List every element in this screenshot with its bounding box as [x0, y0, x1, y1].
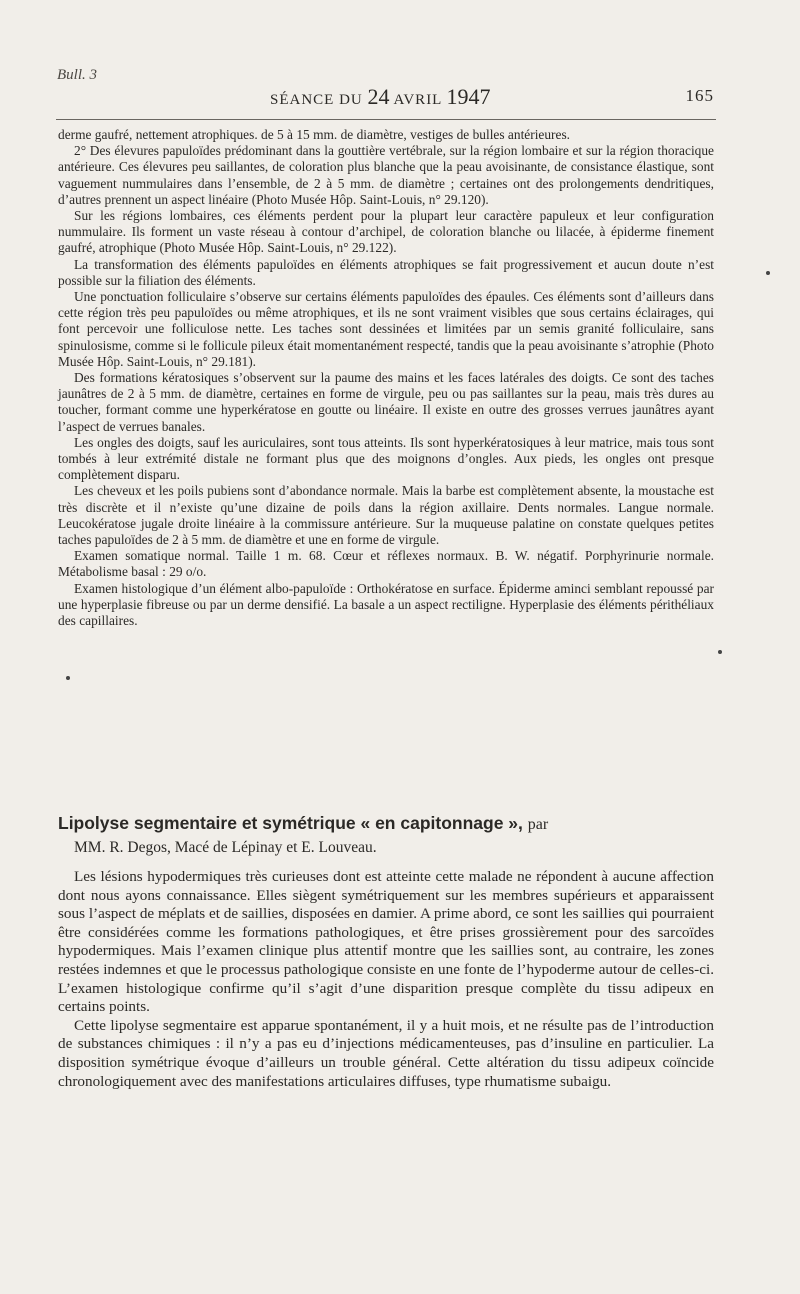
paragraph: Cette lipolyse segmentaire est apparue spontanément, il y a huit mois, et ne résulte pas de l’introduction de substances chimiques : il n’y a pas eu d’injections médicamenteuses, pas d’insuline en particulier. La disposition symétrique évoque d’ailleurs un trouble général. Cette altération du tissu adipeux coïncide chronologiquement avec des manifestations articulaires diffuses, type rhumatisme subaigu.: [58, 1016, 714, 1090]
session-title: [270, 84, 491, 110]
session-day: 24: [367, 84, 390, 109]
paragraph: Des formations kératosiques s’observent sur la paume des mains et les faces latérales des doigts. Ce sont des taches jaunâtres de 2 à 5 mm. de diamètre, certaines en forme de virgule, peu ou pas saillantes sur la peau, mais très dures au toucher, formant comme une hyperkératose en goutte ou linéaire. Il existe en outre des grosses verrues jaunâtres ayant l’aspect de verrues banales.: [58, 370, 714, 434]
session-month: AVRIL: [393, 92, 442, 108]
article-heading: [58, 812, 718, 857]
session-prefix: SÉANCE DU: [270, 92, 363, 108]
article-authors: MM. R. Degos, Macé de Lépinay et E. Louveau.: [74, 839, 377, 856]
article-title: [58, 812, 718, 836]
case-report-continuation: [58, 127, 714, 629]
session-year: 1947: [446, 84, 491, 109]
paragraph: Examen histologique d’un élément albo-papuloïde : Orthokératose en surface. Épiderme aminci semblant repoussé par une hyperplasie fibreuse ou par un derme densifié. La basale a un aspect rectiligne. Hyperplasie des éléments périthéliaux des capillaires.: [58, 580, 714, 629]
paragraph: 2° Des élevures papuloïdes prédominant dans la gouttière vertébrale, sur la région lombaire et sur la région thoracique antérieure. Ces élevures peu saillantes, de coloration plus blanche que la peau avoisinante, de consistance élastique, sont vaguement nummulaires dans l’ensemble, de 2 à 5 mm. de diamètre ; certaines ont des prolongements dendritiques, d’autres prennent un aspect linéaire (Photo Musée Hôp. Saint-Louis, n° 29.120).: [58, 143, 714, 207]
paragraph: derme gaufré, nettement atrophiques. de 5 à 15 mm. de diamètre, vestiges de bulles antérieures.: [58, 127, 571, 142]
article-body: [58, 868, 714, 1091]
paragraph: Les cheveux et les poils pubiens sont d’abondance normale. Mais la barbe est complètement absente, la moustache est très discrète et il n’existe qu’une dizaine de poils dans la région axillaire. Dents normales. Langue normale. Leucokératose jugale droite linéaire à la commissure antérieure. Sur la muqueuse palatine on constate quelques petites taches papuloïdes de 2 à 5 mm. de diamètre et une en forme de virgule.: [58, 483, 714, 548]
page-number: 165: [685, 86, 714, 105]
paragraph: Les ongles des doigts, sauf les auriculaires, sont tous atteints. Ils sont hyperkératosiques à leur matrice, mais tous sont tombés à leur extrémité distale ne formant plus que des moignons d’ongles. Aux pieds, les ongles ont presque complètement disparu.: [58, 434, 714, 483]
paragraph: Les lésions hypodermiques très curieuses dont est atteinte cette malade ne répondent à aucune affection dont nous ayons connaissance. Elles siègent symétriquement sur les membres supérieurs et apparaissent sous l’aspect de méplats et de saillies, disposées en damier. A prime abord, ce sont les saillies qui pourraient être considérées comme les formations pathologiques, et être prises grossièrement pour des sarcoïdes hypodermiques. Mais l’examen clinique plus attentif montre que les saillies sont, au contraire, les zones restées indemnes et que le processus pathologique consiste en une fonte de l’hypoderme autour de celles-ci. L’examen histologique confirme qu’il s’agit d’une disparition presque complète du tissu adipeux en certains points.: [58, 868, 714, 1016]
margin-speck: [66, 676, 70, 680]
paragraph: Une ponctuation folliculaire s’observe sur certains éléments papuloïdes des épaules. Ces éléments sont d’ailleurs dans cette région très peu papuloïdes ou même atrophiques, et ils ne sont vraiment visibles que sous certains éclairages, qui font percevoir une folliculose nette. Les taches sont dessinées et limitées par un semis granité folliculaire, sans spinulosisme, comme si le follicule pileux était momentanément respecté, tandis que la peau avoisinante s’atrophie (Photo Musée Hôp. Saint-Louis, n° 29.181).: [58, 289, 714, 369]
margin-speck: [766, 271, 770, 275]
paragraph: La transformation des éléments papuloïdes en éléments atrophiques se fait progressivement et aucun doute n’est possible sur la filiation des éléments.: [58, 256, 714, 288]
bulletin-annotation: Bull. 3: [57, 67, 97, 83]
margin-speck: [718, 650, 722, 654]
paragraph: Sur les régions lombaires, ces éléments perdent pour la plupart leur caractère papuleux et leur configuration nummulaire. Ils forment un vaste réseau à contour d’archipel, de coloration blanche ou lilacée, à épiderme finement gaufré, atrophique (Photo Musée Hôp. Saint-Louis, n° 29.122).: [58, 208, 714, 256]
paragraph: Examen somatique normal. Taille 1 m. 68. Cœur et réflexes normaux. B. W. négatif. Porphyrinurie normale. Métabolisme basal : 29 o/o.: [58, 548, 714, 580]
header-rule: [56, 119, 716, 120]
article-title-suffix: par: [527, 816, 549, 833]
running-head: [0, 80, 800, 110]
article-title-text: Lipolyse segmentaire et symétrique « en capitonnage »,: [58, 813, 523, 833]
